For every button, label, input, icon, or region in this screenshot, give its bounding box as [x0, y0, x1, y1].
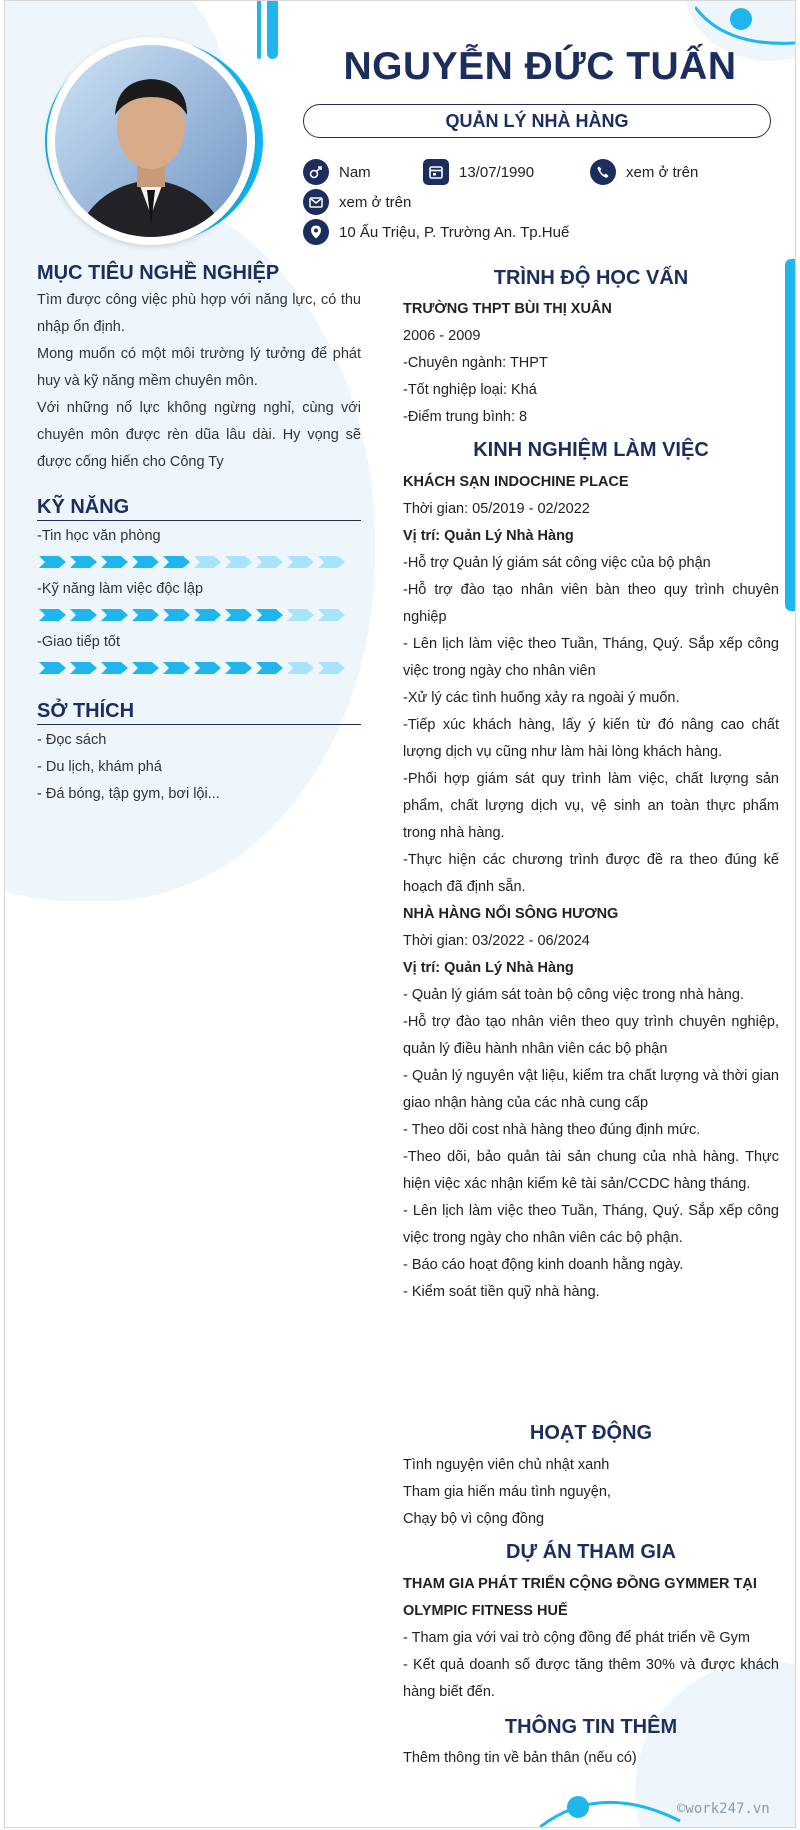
activities-heading: HOẠT ĐỘNG	[529, 1422, 653, 1444]
job-time: Thời gian: 05/2019 - 02/2022	[403, 501, 590, 517]
activity-item: Tham gia hiến máu tình nguyện,	[403, 1484, 611, 1500]
skill-chevron	[132, 609, 159, 621]
skill-chevron	[132, 662, 159, 674]
phone-icon	[590, 159, 616, 185]
info-address	[303, 219, 569, 245]
objective-paragraph: Mong muốn có một môi trường lý tưởng để phát huy và kỹ năng mềm chuyên môn.	[37, 346, 361, 389]
job-duty: - Lên lịch làm việc theo Tuần, Tháng, Quý. Sắp xếp công việc trong ngày cho nhân viên	[403, 636, 779, 679]
skill-chevron	[70, 609, 97, 621]
mail-icon	[303, 189, 329, 215]
accent-bar	[257, 0, 261, 59]
decorative-circle-line	[540, 1781, 700, 1828]
email-value: xem ở trên	[339, 193, 412, 211]
skill-chevron	[70, 556, 97, 568]
skill-chevron	[70, 662, 97, 674]
accent-bar	[267, 0, 278, 59]
hobbies-heading: SỞ THÍCH	[37, 700, 361, 725]
skill-chevron	[101, 609, 128, 621]
skill-chevron	[225, 609, 252, 621]
skill-name: -Giao tiếp tốt	[37, 634, 121, 650]
cv-page	[4, 0, 796, 1828]
skill-name: -Tin học văn phòng	[37, 528, 161, 544]
skill-chevron	[318, 556, 345, 568]
job-duty: - Báo cáo hoạt động kinh doanh hằng ngày.	[403, 1257, 684, 1273]
job-position: Vị trí: Quản Lý Nhà Hàng	[403, 960, 574, 976]
objective-paragraph: Tìm được công việc phù hợp với năng lực, có thu nhập ổn định.	[37, 292, 361, 335]
skill-chevron	[287, 662, 314, 674]
skill-chevron	[39, 609, 66, 621]
portrait-photo	[55, 45, 247, 237]
skill-chevron	[101, 556, 128, 568]
skill-chevron	[163, 556, 190, 568]
location-pin-icon	[303, 219, 329, 245]
skill-chevron	[163, 662, 190, 674]
job-title: QUẢN LÝ NHÀ HÀNG	[303, 104, 771, 138]
hobby-item: - Đá bóng, tập gym, bơi lội...	[37, 786, 220, 802]
gender-icon	[303, 159, 329, 185]
job-duty: - Quản lý nguyên vật liệu, kiểm tra chất lượng và thời gian giao nhận hàng của các nhà cung cấp	[403, 1068, 779, 1111]
activity-item: Chạy bộ vì cộng đồng	[403, 1511, 545, 1527]
skill-chevron	[194, 556, 221, 568]
extra-info-text: Thêm thông tin về bản thân (nếu có)	[403, 1750, 637, 1766]
objective-heading: MỤC TIÊU NGHỀ NGHIỆP	[37, 262, 280, 284]
company-name: NHÀ HÀNG NỔI SÔNG HƯƠNG	[403, 906, 619, 922]
education-heading: TRÌNH ĐỘ HỌC VẤN	[493, 267, 689, 289]
job-duty: -Phối hợp giám sát quy trình làm việc, chất lượng sản phẩm, chất lượng dịch vụ, vệ sinh an toàn thực phẩm trong nhà hàng.	[403, 771, 779, 841]
birthday-value: 13/07/1990	[459, 163, 535, 181]
skill-level-bar	[39, 554, 349, 570]
info-gender	[303, 159, 371, 185]
education-gpa: -Điểm trung bình: 8	[403, 409, 528, 425]
objective-paragraph: Với những nổ lực không ngừng nghỉ, cùng với chuyên môn được rèn dũa lâu dài. Hy vọng sẽ được cống hiến cho Công Ty	[37, 400, 361, 470]
skill-chevron	[256, 662, 283, 674]
job-duty: - Theo dõi cost nhà hàng theo đúng định mức.	[403, 1122, 701, 1138]
skill-chevron	[39, 662, 66, 674]
skill-chevron	[163, 609, 190, 621]
skill-level-bar	[39, 660, 349, 676]
job-duty: -Thực hiện các chương trình được đề ra theo đúng kế hoạch đã định sẵn.	[403, 852, 779, 895]
skill-chevron	[225, 556, 252, 568]
info-phone	[590, 159, 698, 185]
project-item: - Kết quả doanh số được tăng thêm 30% và được khách hàng biết đến.	[403, 1657, 779, 1700]
gender-value: Nam	[339, 163, 371, 181]
skill-chevron	[225, 662, 252, 674]
skill-chevron	[318, 609, 345, 621]
education-major: -Chuyên ngành: THPT	[403, 355, 548, 371]
job-duty: - Quản lý giám sát toàn bộ công việc trong nhà hàng.	[403, 987, 744, 1003]
school-name: TRƯỜNG THPT BÙI THỊ XUÂN	[403, 301, 612, 317]
skill-chevron	[287, 609, 314, 621]
hobby-item: - Du lịch, khám phá	[37, 759, 162, 775]
job-position: Vị trí: Quản Lý Nhà Hàng	[403, 528, 574, 544]
skill-level-bar	[39, 607, 349, 623]
hobby-item: - Đọc sách	[37, 732, 107, 748]
watermark: ©work247.vn	[677, 1801, 770, 1817]
address-value: 10 Ấu Triệu, P. Trường An. Tp.Huế	[339, 223, 570, 241]
project-name: THAM GIA PHÁT TRIỂN CỘNG ĐỒNG GYMMER TẠI OLYMPIC FITNESS HUẾ	[403, 1576, 757, 1619]
calendar-icon	[423, 159, 449, 185]
accent-bar	[785, 259, 796, 611]
skill-chevron	[39, 556, 66, 568]
skill-name: -Kỹ năng làm việc độc lập	[37, 581, 204, 597]
projects-heading: DỰ ÁN THAM GIA	[506, 1541, 676, 1563]
education-years: 2006 - 2009	[403, 328, 481, 344]
skills-heading: KỸ NĂNG	[37, 496, 361, 521]
job-duty: -Hỗ trợ đào tạo nhân viên theo quy trình chuyên nghiệp, quản lý điều hành nhân viên các bộ phận	[403, 1014, 779, 1057]
skill-chevron	[194, 662, 221, 674]
project-item: - Tham gia với vai trò cộng đồng để phát triển về Gym	[403, 1630, 750, 1646]
company-name: KHÁCH SẠN INDOCHINE PLACE	[403, 474, 629, 490]
phone-value: xem ở trên	[626, 163, 699, 181]
experience-heading: KINH NGHIỆM LÀM VIỆC	[473, 439, 709, 461]
job-duty: - Lên lịch làm việc theo Tuần, Tháng, Quý. Sắp xếp công việc trong ngày cho nhân viên các bộ phận.	[403, 1203, 779, 1246]
info-birthday	[423, 159, 534, 185]
skill-chevron	[101, 662, 128, 674]
skill-chevron	[132, 556, 159, 568]
job-duty: -Hỗ trợ Quản lý giám sát công việc của bộ phận	[403, 555, 711, 571]
skill-chevron	[256, 609, 283, 621]
job-duty: -Hỗ trợ đào tạo nhân viên bàn theo quy trình chuyên nghiệp	[403, 582, 779, 625]
job-duty: - Kiểm soát tiền quỹ nhà hàng.	[403, 1284, 600, 1300]
candidate-name: NGUYỄN ĐỨC TUẤN	[343, 45, 737, 88]
avatar	[47, 37, 255, 245]
skill-chevron	[287, 556, 314, 568]
extra-info-heading: THÔNG TIN THÊM	[504, 1716, 678, 1738]
activity-item: Tình nguyện viên chủ nhật xanh	[403, 1457, 610, 1473]
job-duty: -Tiếp xúc khách hàng, lấy ý kiến từ đó nâng cao chất lượng dịch vụ cũng như làm hài lòng khách hàng.	[403, 717, 779, 760]
info-email	[303, 189, 411, 215]
job-time: Thời gian: 03/2022 - 06/2024	[403, 933, 590, 949]
skill-chevron	[256, 556, 283, 568]
decorative-circle-line	[695, 0, 795, 49]
job-duty: -Xử lý các tình huống xảy ra ngoài ý muốn.	[403, 690, 680, 706]
skill-chevron	[318, 662, 345, 674]
skill-chevron	[194, 609, 221, 621]
job-duty: -Theo dõi, bảo quản tài sản chung của nhà hàng. Thực hiện việc xác nhận kiểm kê tài sản/CCDC hàng tháng.	[403, 1149, 779, 1192]
education-grade: -Tốt nghiệp loại: Khá	[403, 382, 537, 398]
